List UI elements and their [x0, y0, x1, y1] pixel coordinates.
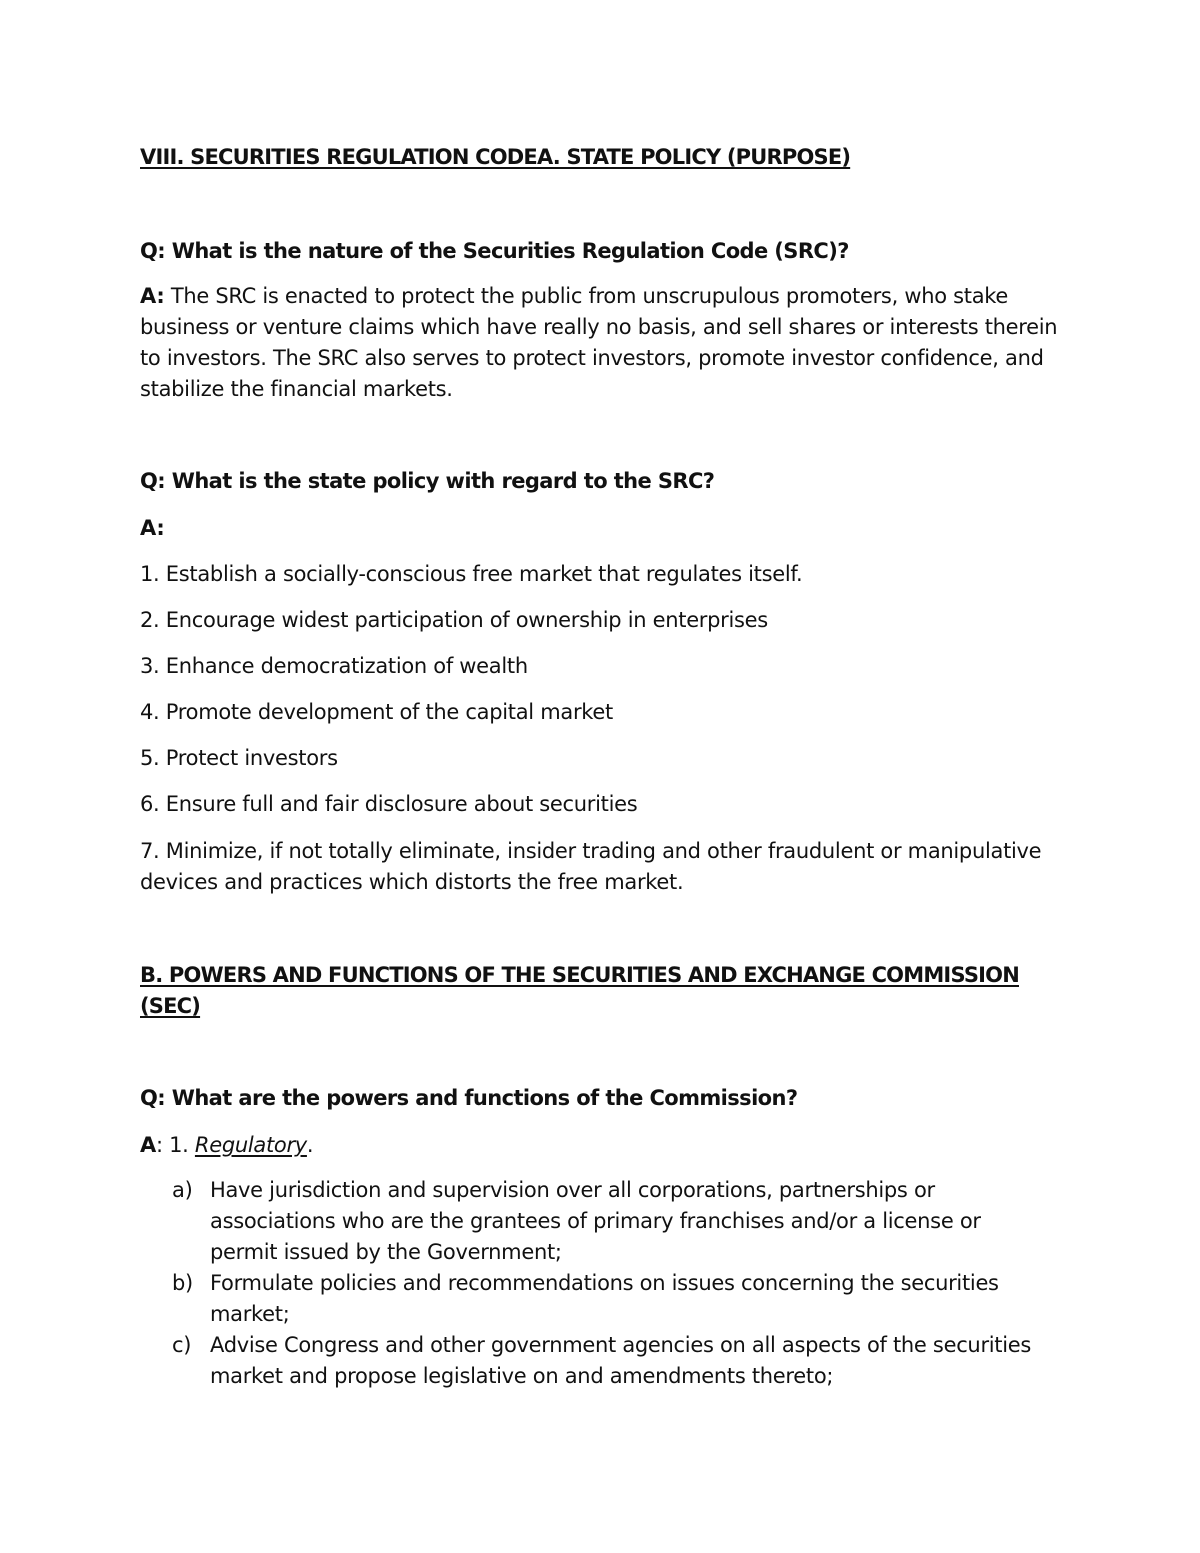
sub-item-a [172, 1175, 1052, 1268]
answer-prefix: : 1. [155, 1133, 195, 1157]
list-item: 2. Encourage widest participation of ownership in enterprises [140, 608, 768, 632]
answer-label: A [140, 1133, 156, 1157]
list-item: 7. Minimize, if not totally eliminate, insider trading and other fraudulent or manipulative devices and practices which distorts the free market. [140, 839, 1042, 894]
answer-text: The SRC is enacted to protect the public from unscrupulous promoters, who stake business or venture claims which have really no basis, and sell shares or interests therein to investors. The SRC also serves to protect investors, promote investor confidence, and stabilize the financial markets. [140, 284, 1058, 401]
list-item: 6. Ensure full and fair disclosure about securities [140, 792, 638, 816]
answer-suffix: . [306, 1133, 314, 1157]
answer-src-nature [140, 281, 1060, 405]
regulatory-sublist [172, 1175, 1052, 1392]
sub-item-text: Have jurisdiction and supervision over all corporations, partnerships or associations who are the grantees of primary franchises and/or a license or permit issued by the Government; [210, 1178, 981, 1264]
sub-item-text: Formulate policies and recommendations on issues concerning the securities market; [210, 1271, 999, 1326]
sub-marker: a) [172, 1178, 193, 1202]
sub-item-text: Advise Congress and other government agencies on all aspects of the securities market and propose legislative on and amendments thereto; [210, 1333, 1032, 1388]
question-src-nature: Q: What is the nature of the Securities Regulation Code (SRC)? [140, 239, 849, 263]
regulatory-title: Regulatory [194, 1133, 307, 1157]
sub-item-c [172, 1330, 1052, 1392]
section-a-heading: VIII. SECURITIES REGULATION CODEA. STATE POLICY (PURPOSE) [140, 145, 851, 169]
list-item: 1. Establish a socially-conscious free market that regulates itself. [140, 562, 803, 586]
question-state-policy: Q: What is the state policy with regard to the SRC? [140, 469, 715, 493]
answer-label: A: [140, 516, 165, 540]
list-item: 5. Protect investors [140, 746, 338, 770]
sub-marker: b) [172, 1271, 193, 1295]
answer-sec-powers [140, 1130, 1060, 1161]
section-b-heading: B. POWERS AND FUNCTIONS OF THE SECURITIES AND EXCHANGE COMMISSION (SEC) [140, 963, 1019, 1018]
list-item: 4. Promote development of the capital market [140, 700, 613, 724]
sub-item-b [172, 1268, 1052, 1330]
list-item: 3. Enhance democratization of wealth [140, 654, 528, 678]
question-sec-powers: Q: What are the powers and functions of the Commission? [140, 1086, 798, 1110]
answer-label: A: [140, 284, 165, 308]
sub-marker: c) [172, 1333, 192, 1357]
